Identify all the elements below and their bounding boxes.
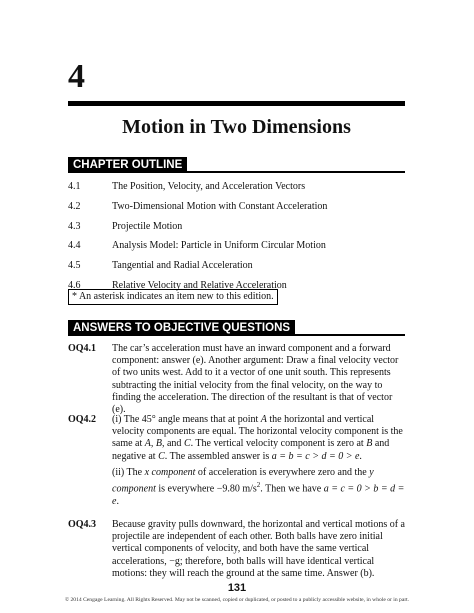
outline-item-text: Analysis Model: Particle in Uniform Circular Motion xyxy=(112,240,326,252)
question-label: OQ4.1 xyxy=(68,343,97,354)
outline-item xyxy=(68,197,405,217)
superscript: 2 xyxy=(256,481,261,490)
text-run: . The vertical velocity component is zero at xyxy=(190,438,367,450)
chapter-number: 4 xyxy=(68,58,85,95)
text-run: . Then we have xyxy=(260,483,324,495)
outline-item-number: 4.1 xyxy=(68,181,81,192)
point-label: B xyxy=(366,438,373,450)
answer-part-ii xyxy=(112,467,405,508)
answer-text: Because gravity pulls downward, the horizontal and vertical motions of a projectile are independent of each other. Both balls have zero initial vertical components of velocity, and both have the same vertical accelerations, −g; therefore, both balls will have identical vertical motions: they will reach the ground at the same time. Answer (b). xyxy=(112,519,405,579)
outline-item xyxy=(68,236,405,256)
text-run: of acceleration is everywhere zero and the xyxy=(195,466,370,478)
outline-item-text: Relative Velocity and Relative Acceleration xyxy=(112,279,287,291)
question-oq4-1 xyxy=(68,343,405,416)
outline-item-number: 4.4 xyxy=(68,240,81,252)
asterisk-note: * An asterisk indicates an item new to this edition. xyxy=(68,289,278,305)
copyright-notice: © 2014 Cengage Learning. All Rights Reserved. May not be scanned, copied or duplicated, or posted to a publicly accessible website, in whole or in part. xyxy=(64,597,410,603)
question-label: OQ4.2 xyxy=(68,414,97,425)
text-run: and xyxy=(164,438,184,450)
point-label: C xyxy=(158,450,165,462)
answer-part-i xyxy=(112,414,405,463)
chapter-rule xyxy=(68,101,405,106)
ranking-answer: a = b = c > d = 0 > e xyxy=(271,450,360,462)
text-run: is everywhere −9.80 m/s xyxy=(155,483,257,495)
outline-item-number: 4.5 xyxy=(68,260,81,272)
emphasis: y component xyxy=(112,466,374,495)
chapter-outline-heading-label: CHAPTER OUTLINE xyxy=(68,157,187,173)
answers-heading xyxy=(68,318,405,336)
question-label: OQ4.3 xyxy=(68,519,97,530)
text-run: . xyxy=(359,450,362,462)
question-oq4-2 xyxy=(68,414,405,508)
answer-text: The car’s acceleration must have an inward component and a forward component: answer (e). Another argument: Draw a final velocity vector of two units west. Add to it a vector of one unit south. This represents subtracting the initial velocity from the final velocity, on the way to finding the acceleration. The direction of the resultant is that of vector (e). xyxy=(112,343,399,416)
outline-item-text: Projectile Motion xyxy=(112,220,183,232)
outline-item-text: The Position, Velocity, and Acceleration Vectors xyxy=(112,181,306,192)
outline-item-text: Two-Dimensional Motion with Constant Acceleration xyxy=(112,200,328,212)
text-run: . xyxy=(116,495,119,507)
page-number: 131 xyxy=(227,582,247,594)
outline-item-text: Tangential and Radial Acceleration xyxy=(112,260,253,272)
point-label: A xyxy=(260,414,267,425)
chapter-outline-heading xyxy=(68,155,405,173)
outline-item-number: 4.2 xyxy=(68,200,81,212)
text-run: . The assembled answer is xyxy=(164,450,272,462)
text-run: and negative at xyxy=(112,438,390,462)
emphasis: x component xyxy=(144,466,196,478)
outline-item xyxy=(68,256,405,276)
ranking-answer: a = c = 0 > b = d = e xyxy=(112,483,405,507)
text-run: (i) The 45° angle means that at point xyxy=(112,414,261,425)
point-label: A, B, xyxy=(144,438,165,450)
outline-item-number: 4.6 xyxy=(68,279,81,291)
answers-heading-label: ANSWERS TO OBJECTIVE QUESTIONS xyxy=(68,320,295,336)
text-run: (ii) The xyxy=(112,466,145,478)
chapter-outline-list xyxy=(68,177,405,296)
point-label: C xyxy=(183,438,191,450)
outline-item xyxy=(68,217,405,237)
question-oq4-3 xyxy=(68,519,405,580)
outline-item-number: 4.3 xyxy=(68,220,81,232)
text-run: the horizontal and vertical velocity components are equal. The horizontal velocity component is the same at xyxy=(112,414,403,450)
outline-item xyxy=(68,177,405,197)
chapter-title: Motion in Two Dimensions xyxy=(122,116,351,138)
